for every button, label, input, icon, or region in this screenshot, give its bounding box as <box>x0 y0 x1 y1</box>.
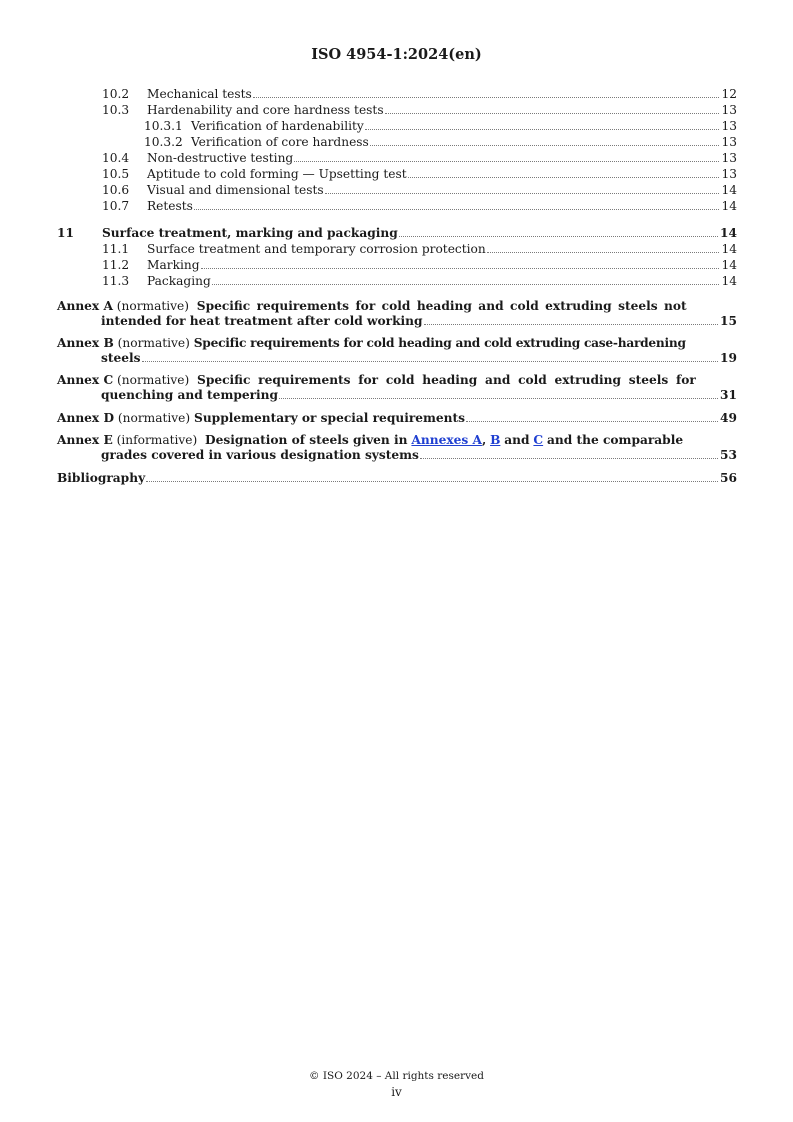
dot-leader <box>253 97 719 98</box>
copyright-notice: © ISO 2024 – All rights reserved <box>309 1070 484 1082</box>
toc-entry-number: 11.3 <box>102 274 130 288</box>
annex-title-line1: Specific requirements for cold heading and cold extruding case-hardening <box>193 336 686 350</box>
toc-entry-page: 31 <box>720 388 737 402</box>
toc-entry-10-5[interactable] <box>57 166 737 182</box>
toc-entry-page: 13 <box>721 151 737 165</box>
toc-entry-page: 13 <box>721 167 737 181</box>
annex-label: Annex C <box>57 373 114 387</box>
toc-entry-bibliography[interactable] <box>57 470 737 486</box>
toc-entry-11-2[interactable] <box>57 257 737 273</box>
toc-entry-title: Verification of core hardness <box>191 135 369 149</box>
toc-entry-title: Visual and dimensional tests <box>147 183 324 197</box>
toc-entry-title: Mechanical tests <box>147 87 252 101</box>
toc-entry-page: 13 <box>721 135 737 149</box>
toc-entry-number: 11.2 <box>102 258 130 272</box>
annex-label: Annex B <box>57 336 114 350</box>
toc-entry-10-4[interactable] <box>57 150 737 166</box>
toc-entry-page: 15 <box>720 314 737 328</box>
toc-entry-number: 10.3.2 <box>144 135 183 149</box>
dot-leader <box>294 161 719 162</box>
toc-entry-annex-b[interactable] <box>57 336 737 366</box>
annex-type: (informative) <box>116 433 198 447</box>
annex-title-line2: grades covered in various designation systems <box>101 448 419 462</box>
annex-label: Annex E <box>57 433 113 447</box>
annex-c-link[interactable]: C <box>533 433 544 447</box>
toc-entry-page: 14 <box>720 226 737 240</box>
toc-entry-10-3-2[interactable] <box>57 134 737 150</box>
dot-leader <box>212 284 719 285</box>
dot-leader <box>146 481 718 482</box>
toc-entry-number: 11.1 <box>102 242 130 256</box>
annex-type: (normative) <box>117 336 190 350</box>
toc-entry-number: 10.5 <box>102 167 130 181</box>
annex-label: Annex A <box>57 299 113 313</box>
annex-type: (normative) <box>117 373 190 387</box>
toc-entry-title: Verification of hardenability <box>191 119 364 133</box>
toc-entry-page: 14 <box>721 199 737 213</box>
toc-entry-annex-e[interactable] <box>57 433 737 463</box>
comma-separator: , <box>481 433 487 447</box>
dot-leader <box>408 177 719 178</box>
annex-label: Annex D <box>57 411 115 425</box>
toc-entry-page: 13 <box>721 119 737 133</box>
toc-entry-page: 13 <box>721 103 737 117</box>
annex-title-line1-end: and the comparable <box>546 433 684 447</box>
toc-entry-annex-a[interactable] <box>57 299 737 329</box>
dot-leader <box>370 145 719 146</box>
dot-leader <box>201 268 719 269</box>
dot-leader <box>194 209 719 210</box>
dot-leader <box>142 361 719 362</box>
dot-leader <box>279 398 718 399</box>
toc-entry-title: Packaging <box>147 274 211 288</box>
dot-leader <box>420 458 718 459</box>
annex-title-line1: Specific requirements for cold heading and cold extruding steels for <box>197 373 696 387</box>
annex-title-line1: Specific requirements for cold heading and cold extruding steels not <box>196 299 687 313</box>
annex-title: Supplementary or special requirements <box>194 411 466 425</box>
toc-entry-number: 11 <box>57 226 74 240</box>
toc-entry-10-3[interactable] <box>57 102 737 118</box>
dot-leader <box>325 193 719 194</box>
toc-entry-page: 56 <box>720 471 737 485</box>
page-footer <box>0 1068 793 1100</box>
toc-entry-title: Hardenability and core hardness tests <box>147 103 384 117</box>
toc-entry-title: Surface treatment, marking and packaging <box>102 226 398 240</box>
toc-entry-page: 19 <box>720 351 737 365</box>
and-word: and <box>504 433 530 447</box>
dot-leader <box>365 129 719 130</box>
toc-entry-page: 14 <box>721 274 737 288</box>
bibliography-title: Bibliography <box>57 471 146 485</box>
dot-leader <box>399 236 718 237</box>
toc-entry-annex-c[interactable] <box>57 373 737 403</box>
toc-entry-10-2[interactable] <box>57 86 737 102</box>
toc-entry-10-7[interactable] <box>57 198 737 214</box>
toc-entry-number: 10.4 <box>102 151 130 165</box>
toc-entry-10-6[interactable] <box>57 182 737 198</box>
annex-b-link[interactable]: B <box>490 433 501 447</box>
toc-entry-title: Marking <box>147 258 200 272</box>
dot-leader <box>424 324 718 325</box>
toc-entry-10-3-1[interactable] <box>57 118 737 134</box>
toc-entry-number: 10.3.1 <box>144 119 183 133</box>
toc-entry-page: 14 <box>721 242 737 256</box>
annex-title-line2: steels <box>101 351 141 365</box>
toc-entry-number: 10.7 <box>102 199 130 213</box>
toc-entry-11-3[interactable] <box>57 273 737 289</box>
annex-title-line1-start: Designation of steels given in <box>205 433 408 447</box>
toc-entry-number: 10.6 <box>102 183 130 197</box>
annexes-a-link[interactable]: Annexes A <box>411 433 482 447</box>
toc-entry-number: 10.3 <box>102 103 130 117</box>
toc-entry-title: Non-destructive testing <box>147 151 294 165</box>
toc-entry-title: Surface treatment and temporary corrosion protection <box>147 242 486 256</box>
toc-entry-page: 14 <box>721 258 737 272</box>
toc-entry-page: 53 <box>720 448 737 462</box>
toc-entry-number: 10.2 <box>102 87 130 101</box>
toc-entry-page: 12 <box>721 87 737 101</box>
document-header: ISO 4954-1:2024(en) <box>311 46 482 63</box>
page-number: iv <box>391 1085 402 1099</box>
toc-entry-page: 49 <box>720 411 737 425</box>
toc-entry-page: 14 <box>721 183 737 197</box>
annex-title-line2: intended for heat treatment after cold working <box>101 314 423 328</box>
annex-title-line2: quenching and tempering <box>101 388 279 402</box>
toc-entry-title: Aptitude to cold forming — Upsetting test <box>147 167 407 181</box>
table-of-contents <box>57 86 737 486</box>
annex-type: (normative) <box>117 411 191 425</box>
toc-entry-annex-d[interactable] <box>57 410 737 426</box>
toc-entry-11-1[interactable] <box>57 241 737 257</box>
dot-leader <box>385 113 719 114</box>
toc-entry-11[interactable] <box>57 223 737 241</box>
annex-type: (normative) <box>116 299 190 313</box>
toc-entry-title: Retests <box>147 199 193 213</box>
dot-leader <box>487 252 719 253</box>
dot-leader <box>466 421 718 422</box>
